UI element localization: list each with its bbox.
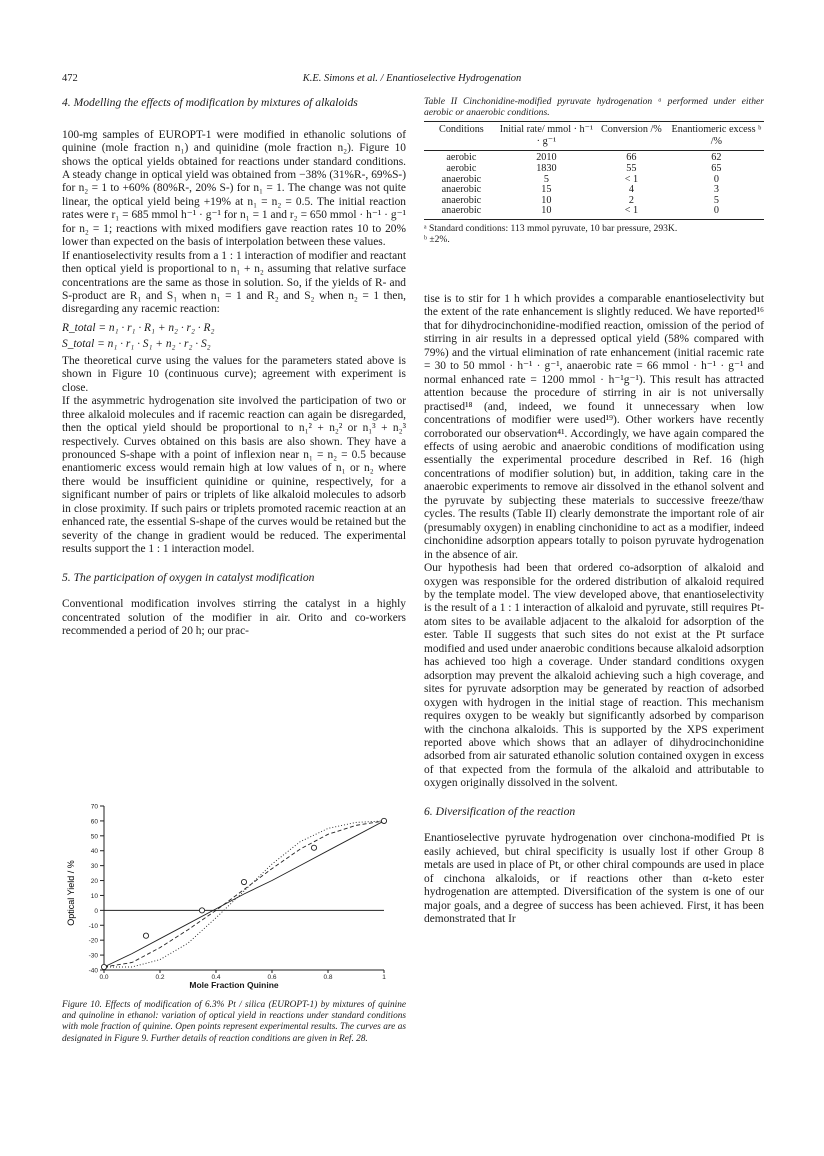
table-cell: 2 (628, 194, 634, 206)
data-point (241, 879, 246, 884)
x-tick-label: 1 (382, 974, 386, 980)
data-point (311, 845, 316, 850)
paragraph: tise is to stir for 1 h which provides a comparable enantioselectivity but the extent of the rate enhancement is slightly reduced. We have reported¹⁶ that for dihydrocinchonidine-modified reaction, omission of the period of stirring in air results in a depressed optical yield (58% compared with 79%) and the virtual elimination of rate enhancement (initial racemic rate = 30 to 50 mmol · h⁻¹ · g⁻¹, anaerobic rate = 66 mmol · h⁻¹ · g⁻¹ and normal enhanced rate = 1200 mmol · h⁻¹g⁻¹). This result has attracted attention because the procedure of stirring in air is not universally practised¹⁸ (and, indeed, we found it unnecessary when low concentrations of modifier were used¹⁹). Other workers have recently corroborated our observation⁴¹. Accordingly, we have again compared the effects of using aerobic and anaerobic conditions of modification using essentially the experimental procedure described in Ref. 16 (high concentrations of modifier solution) but, in addition, taking care in the anaerobic experiments to remove air dissolved in the ethanol solvent and the pyruvate by subjecting these materials to successive freeze/thaw cycles. The results (Table II) clearly demonstrate the important role of air (presumably oxygen) in enabling cinchonidine to act as a modifier, indeed cinchonidine adsorption appears totally to poison pyruvate hydrogenation in the absence of air. (424, 293, 764, 561)
y-tick-label: 0 (94, 907, 98, 915)
y-tick-label: 70 (90, 803, 98, 811)
x-tick-label: 0.2 (155, 974, 165, 980)
paragraph: If enantioselectivity results from a 1 : 1 interaction of modifier and reactant then optical yield is proportional to n₁ + n₂ assuming that relative surface concentrations are the same as those in solution. So, if the yields of R- and S-product are R₁ and S₁ when n₁ = 1 and R₂ and S₂ when n₂ = 1 then, disregarding any racemic reaction: (62, 249, 406, 316)
table-row (424, 164, 764, 175)
table-cell: 55 (626, 163, 637, 174)
x-axis-label: Mole Fraction Quinine (189, 980, 279, 990)
section-6-title: 6. Diversification of the reaction (424, 804, 576, 818)
table-row (424, 206, 764, 219)
column-header: Enantiomeric excess ᵇ /% (671, 124, 762, 147)
page-number: 472 (62, 73, 78, 84)
paragraph: 100-mg samples of EUROPT-1 were modified in ethanolic solutions of quinine (mole fraction n₁) and quinidine (mole fraction n₂). Figure 10 shows the optical yields obtained for reactions under standard conditions. A steady change in optical yield was obtained from −38% (31%R-, 69%S-) for n₂ = 1 to +60% (80%R-, 20% S-) for n₁ = 1. The change was not quite linear, the optical yield being +19% at n₁ = n₂ = 0.5. The initial reaction rates were r₁ = 685 mmol h⁻¹ · g⁻¹ for n₁ = 1 and r₂ = 650 mmol · h⁻¹ · g⁻¹ for n₂ = 1; reactions with mixed modifiers gave reaction rates 10 to 20% lower than expected on the basis of interpolation between these values. (62, 128, 406, 249)
y-tick-label: -20 (88, 937, 98, 945)
y-tick-label: -40 (88, 967, 98, 975)
curve-solid (104, 821, 384, 967)
column-header: Conversion /% (600, 124, 662, 136)
right-column (424, 293, 764, 927)
y-tick-label: 20 (90, 878, 98, 886)
table-cell: 62 (711, 152, 722, 164)
paragraph: If the asymmetric hydrogenation site involved the participation of two or three alkaloid molecules and if racemic reaction can again be disregarded, then the optical yield should be proportional to n₁² + n₂² or n₁³ + n₂³ respectively. Curves obtained on this basis are also shown. They have a pronounced S-shape with a point of inflexion near n₁ = n₂ = 0.5 because enantiomeric excess would remain high at low values of n₁ or n₂ where there would be insufficient quinidine or quinine, respectively, for a significant number of pairs or triplets of like alkaloid molecules to adsorb in close proximity. If such pairs or triplets promoted racemic reaction at an enhanced rate, the essential S-shape of the curves would be retained but the severity of the change in gradient would be reduced. The experimental results support the 1 : 1 interaction model. (62, 395, 406, 556)
data-point (143, 933, 148, 938)
table-cell: 4 (628, 184, 634, 196)
table-cell: 65 (711, 163, 722, 174)
table-footnote-b: ᵇ ±2%. (424, 233, 450, 245)
running-title: K.E. Simons et al. / Enantioselective Hydrogenation (302, 73, 522, 84)
paragraph: Conventional modification involves stirring the catalyst in a highly concentrated solution of the modifier in air. Orito and co-workers recommended a period of 20 h; our prac- (62, 598, 406, 638)
paragraph: Our hypothesis had been that ordered co-adsorption of alkaloid and oxygen was responsible for the ordered distribution of alkaloid required by the template model. The view developed above, that enantioselectivity is the result of a 1 : 1 interaction of alkaloid and pyruvate, still requires Pt-atom sites to be available adjacent to the alkaloid for adsorption of the ester. Table II suggests that such sites do not exist at the Pt surface modified and used under anaerobic conditions because alkaloid adsorption has achieved too high a coverage. Under standard conditions oxygen adsorption may prevent the alkaloid achieving such a high coverage, and sites for pyruvate adsorption may be generated by reaction of adsorbed oxygen with hydrogen in the initial stage of reaction. This mechanism requires oxygen to be weakly but significantly adsorbed by comparison with the cinchona alkaloids. This is supported by the XPS experiment reported above which shows that an adlayer of dihydrocinchonidine adsorbed from air saturated ethanolic solution contained oxygen in excess of that expected from the formula of the alkaloid and attributable to oxygen originally dissolved in the solvent. (424, 562, 764, 790)
table-cell: 5 (713, 194, 719, 206)
table-footnote-a: ᵃ Standard conditions: 113 mmol pyruvate, 10 bar pressure, 293K. (424, 222, 678, 234)
table-cell: aerobic (446, 152, 477, 164)
data-point (101, 964, 106, 969)
column-header: Conditions (439, 124, 484, 136)
equation-s-total: S_total = n₁ · r₁ · S₁ + n₂ · r₂ · S₂ (62, 338, 211, 351)
y-tick-label: 40 (90, 848, 98, 856)
paragraph: Enantioselective pyruvate hydrogenation over cinchona-modified Pt is easily achieved, but chiral specificity is usually lost if other Group 8 metals are used in place of Pt, or other chiral compounds are used in place of cinchona alkaloids, or if reactions other than α-keto ester hydrogenation are attempted. Diversification of the system is one of our major goals, and a degree of success has been achieved. First, it has been demonstrated that Ir (424, 832, 764, 926)
table-cell: 10 (541, 194, 552, 206)
x-tick-label: 0.6 (267, 974, 277, 980)
table-cell: < 1 (624, 173, 639, 185)
y-tick-label: 10 (90, 892, 98, 900)
x-tick-label: 0.8 (323, 974, 333, 980)
table-header-row (424, 122, 764, 151)
figure-caption: Figure 10. Effects of modification of 6.3% Pt / silica (EUROPT-1) by mixtures of quinine and quinoline in ethanol: variation of optical yield in reactions under standard conditions with mole fraction of quinine. Open points represent experimental results. The curves are as designated in Figure 9. Further details of reaction conditions are given in Ref. 28. (62, 1000, 406, 1044)
table-cell: anaerobic (441, 184, 482, 196)
figure-10-chart (62, 800, 406, 980)
table-cell: 15 (541, 184, 552, 196)
table-cell: anaerobic (441, 205, 482, 217)
y-tick-label: 60 (90, 818, 98, 826)
table-cell: 0 (713, 205, 719, 217)
table-2 (424, 96, 764, 245)
x-tick-label: 0.4 (211, 974, 221, 980)
table-cell: < 1 (624, 205, 639, 217)
x-tick-label: 0.0 (99, 974, 109, 980)
figure-10 (62, 800, 406, 980)
table-cell: 10 (541, 205, 552, 217)
table-cell: 0 (713, 173, 719, 185)
table-cell: 66 (626, 152, 637, 164)
equation-r-total: R_total = n₁ · r₁ · R₁ + n₂ · r₂ · R₂ (62, 321, 215, 334)
left-column (62, 96, 406, 639)
table-cell: 2010 (536, 152, 557, 164)
data-point (199, 908, 204, 913)
column-header: Initial rate/ mmol · h⁻¹ · g⁻¹ (499, 124, 594, 147)
y-tick-label: 30 (90, 863, 98, 871)
table-cell: anaerobic (441, 173, 482, 185)
data-point (381, 818, 386, 823)
table-cell: 5 (543, 173, 549, 185)
paragraph: The theoretical curve using the values for the parameters stated above is shown in Figure 10 (continuous curve); agreement with experiment is close. (62, 354, 406, 394)
section-5-title: 5. The participation of oxygen in catalyst modification (62, 570, 315, 584)
table-cell: 1830 (536, 163, 557, 174)
y-axis-label: Optical Yield / % (66, 860, 76, 926)
y-tick-label: -30 (88, 952, 98, 960)
section-4-title: 4. Modelling the effects of modification by mixtures of alkaloids (62, 96, 358, 109)
table-cell: 3 (713, 184, 719, 196)
y-tick-label: 50 (90, 833, 98, 841)
table-cell: aerobic (446, 163, 477, 174)
table (424, 121, 764, 220)
table-caption: Table II Cinchonidine-modified pyruvate hydrogenation ᵃ performed under either aerobic or anaerobic conditions. (424, 96, 764, 119)
table-cell: anaerobic (441, 194, 482, 206)
y-tick-label: -10 (88, 922, 98, 930)
